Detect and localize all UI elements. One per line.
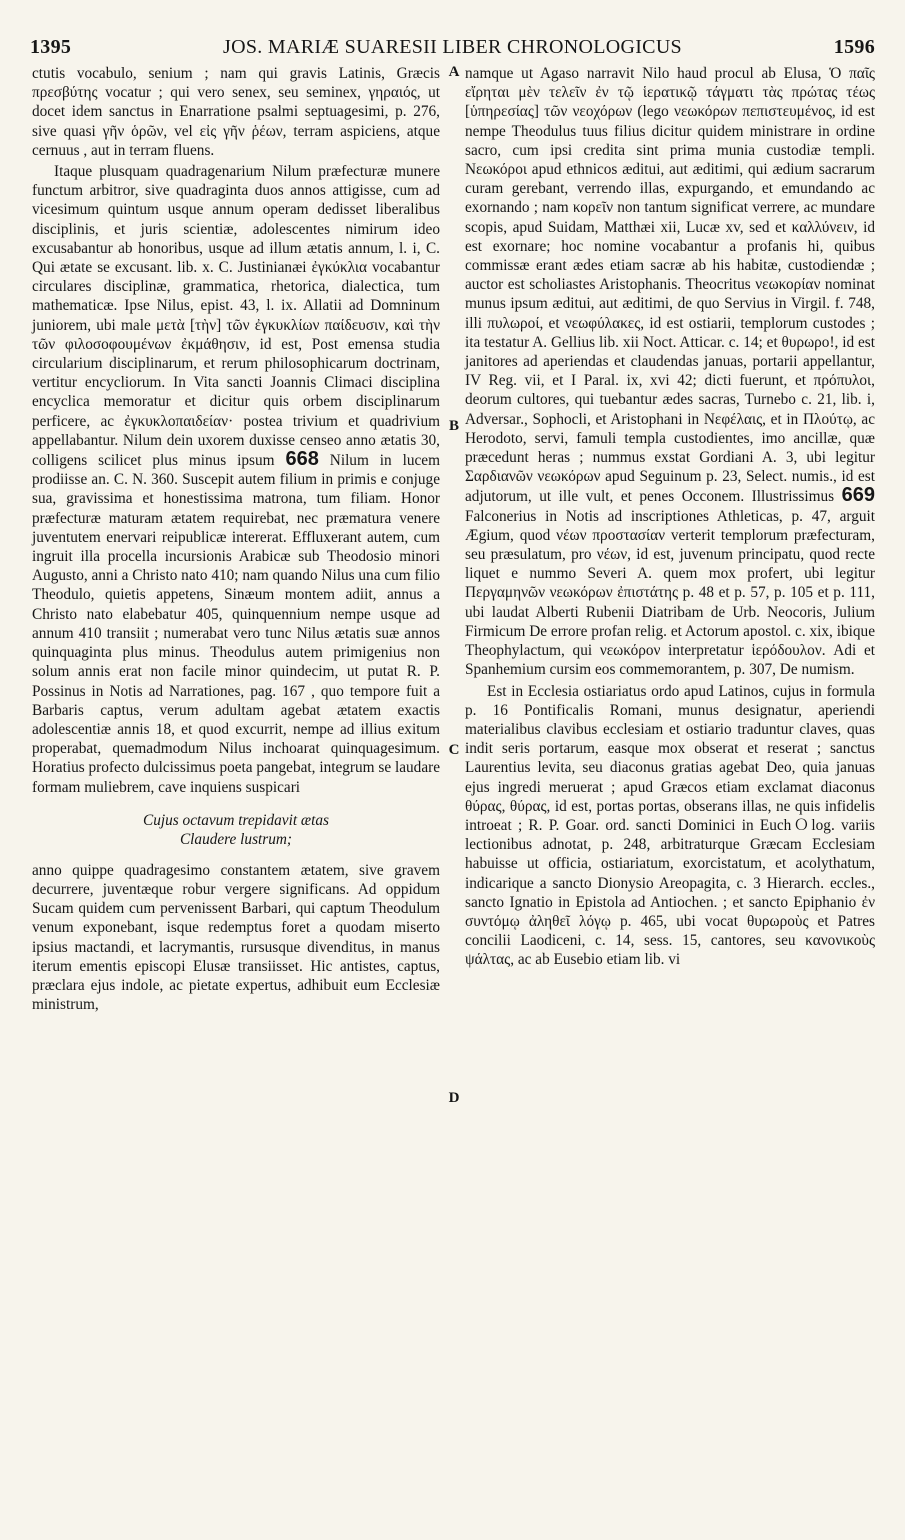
left-paragraph-1: ctutis vocabulo, senium ; nam qui gravis Latinis, Græcis πρεσβύτης vocatur ; qui vero senex, seu seminex, γηραιός, ut docet idem sanctus in Enarratione psalmi septuagesimi, p. 276, sive quasi γῆν ὁρῶν, vel εἰς γῆν ῥέων, terram aspiciens, atque cernuus , aut in terram fluens. [32,65,440,159]
page-number-left: 1395 [30,36,72,58]
right-paragraph-1 [465,64,875,680]
right-paragraph-1-text: namque ut Agaso narravit Nilo haud procul ab Elusa, Ὁ παῖς εἴρηται μὲν τελεῖν ἐν τῷ ἱερατικῷ τάγματι τὰς πρώτας τέως [ὑπηρεσίας] τῶν νεοχόρων (lego νεωκόρων πεπιστευμένος, id est nempe Theodulus tuus filius dicitur quidem ministrare in ordine sacro, cum ipsi credita sint prima munia custodiæ templi. Νεωκόροι apud ethnicos æditui, aut æditimi, qui ædium sacrarum curam gerebant, verrendo illas, expurgando, et emundando ac exornando ; nam κορεῖν non tantum significat verrere, ac mundare scopis, apud Suidam, Matthæi xii, Lucæ xv, sed et καλλύνειν, id est exornare; hoc nomine vocabantur a profanis hi, quibus commissæ erant ædes etiam sacræ ab his habitæ, custodiendæ ; auctor est scholiastes Aristophanis. Theocritus νεωκορίαν nominat munus ipsum æditui, aut æditimi, de quo Servius in Virgil. f. 748, illi πυλωροί, et νεωφύλακες, id est ostiarii, templorum custodes ; ita testatur A. Gellius lib. xii Noct. Atticar. c. 14; et θυρωρο!, id est janitores ad aperiendas et claudendas januas, portarii appellantur, IV Reg. vii, et I Paral. ix, xvi 42; dicti fuerunt, et πρόπυλοι, deorum cultores, qui tuebantur ædes sacras, Turnebo c. 21, lib. i, Adversar., Sophocli, et Aristophani in Νεφέλαις, et in Πλούτῳ, ac Herodoto, servi, famuli templa custodientes, imo ancillæ, quæ præcedunt heras ; nummus exstat Gordiani A. 3, ubi legitur Σαρδιανῶν νεωκόρων apud Seguinum p. 23, Select. numis., id est adjutorum, ut ille vult, et penes Occonem. Illustrissimus [465,65,875,506]
left-column [32,64,440,1014]
left-paragraph-2-continued: Nilum in lucem prodiisse an. C. N. 360. Suscepit autem filium in primis e conjuge sua, gravissima et honestissima matrona, tum filiam. Honor præfecturæ maturam ætatem requirebat, nec præmatura venere juventutem enervari reipublicæ intererat. Effluxerant autem, cum ingruit illa procella incursionis Arabicæ sub Theodosio minori Augusto, anni a Christo nato 410; nam quando Nilus una cum filio Theodulo, quietis appetens, Sinæum montem adiit, annus a Christo nato elabebatur 405, quinquennium nempe usque ad annum 410 transiit ; numerabat vero tunc Nilus ætatis suæ annos quinquaginta plus minus. Theodulus autem primigenius non solum annis erat non facile minor quindecim, ut putat R. P. Possinus in Notis ad Narrationes, pag. 167 , quo tempore fuit a Barbaris captus, verum adultam agebat ætatem exactis adolescentiæ annis 18, et quod excurrit, nempe ad illius exitum properabat, quemadmodum Nilus inchoarat quinquagesimum. Horatius profecto dulcissimus poeta pangebat, integrum se laudare formam muliebrem, cave inquiens suspicari [32,452,440,796]
verse-line-1: Cujus octavum trepidavit ætas [143,811,329,829]
verse-line-2: Claudere lustrum; [179,830,293,848]
column-number-668: 668 [285,448,319,471]
right-paragraph-1-continued: Falconerius in Notis ad inscriptiones Athleticas, p. 47, arguit Ægium, quod νέων προστασίαν verterit templorum præfecturam, seu præsulatum, pro νέων, id est, juvenum principatu, quod recte liquet e nummo Severi A. quem mox profert, ubi legitur Περγαμηνῶν νεωκόρων ἐπιστάτης p. 48 et p. 57, p. 105 et p. 111, ubi laudat Alberti Rubenii Diatribam de Urb. Neocoris, Julium Firmicum De errore profan relig. et Actorum apostol. c. xix, ibique Theophylactum, qui νεωκόρον interpretatur ἱερόδουλον. Adi et Spanhemium cursim eos commemorantem, p. 307, De numism. [465,507,875,679]
margin-marker-d: D [448,1090,460,1106]
horace-verse [32,811,440,849]
left-paragraph-2-text: Itaque plusquam quadragenarium Nilum præfecturæ munere functum arbitror, sive quadraginta duos annos attigisse, cum ad vicesimum quintum usque annum operam dedisset liberalibus disciplinis, et juris scientiæ, adolescentes nimirum ideo excusabantur ab honoribus, usque ad illum ætatis annum, l. i, C. Qui ætate se excusant. lib. x. C. Justinianæi ἐγκύκλια vocabantur circulares disciplinæ, grammatica, rhetorica, dialectica, tum mathematicæ. Ipse Nilus, epist. 43, l. ix. Allatii ad Domninum juniorem, ubi male μετὰ [τὴν] τῶν ἐγκυκλίων παίδευσιν, καὶ τὴν τῶν φιλοσοφουμένων ἐκμάθησιν, id est, Post emensa studia circularium disciplinarum, et rerum philosophicarum doctrinam, vertitur encycliorum. In Vita sancti Joannis Climaci disciplina encyclica memoratur et dicitur quis orbem disciplinarum perficere, ac ἐγκυκλοπαιδείαν· postea trivium et quadrivium appellabantur. Nilum dein uxorem duxisse censeo anno ætatis 30, colligens scilicet plus minus ipsum [32,163,440,470]
margin-marker-c: C [448,742,460,758]
margin-marker-a: A [448,64,460,80]
running-header [30,36,875,66]
left-paragraph-3: anno quippe quadragesimo constantem ætatem, sive gravem decurrere, juventæque robur vergere significans. Ad oppidum Sucam quidem cum pervenissent Barbari, qui captum Theodulum venum exponebant, isque redemptus foret a quodam miserto ipsius mactandi, et lacrymantis, rursusque divenditus, in manus iterum ementis episcopi Elusæ transiisset. Hic antistes, captus, præclara ejus indole, ac pietate expertus, adhibuit eum Ecclesiæ ministrum, [32,861,440,1014]
running-title: JOS. MARIÆ SUARESII LIBER CHRONOLOGICUS [223,36,682,58]
left-paragraph-2 [32,162,440,797]
page-number-right: 1596 [833,36,875,58]
margin-marker-b: B [448,418,459,434]
right-paragraph-2: Est in Ecclesia ostiariatus ordo apud Latinos, cujus in formula p. 16 Pontificalis Romani, munus designatur, aperiendi materialibus clavibus ecclesiam et ostiario traduntur claves, quas indit seris portarum, easque mox obserat et reserat ; sanctus Laurentius levita, seu diaconus gratias agebat Deo, quia januas ejus ingredi meruerat ; apud Græcos etiam exclamat diaconus θύρας, θύρας, id est, portas portas, obserans illas, ne quis infidelis introeat ; R. P. Goar. ord. sancti Dominici in EuchＯlog. variis lectionibus adnotat, p. 248, arbitraturque Græcam Ecclesiam habuisse ut officia, ostiariatum, exorcistatum, et acolythatum, indicarique a sancto Dionysio Areopagita, c. 3 Hierarch. eccles., sancto Ignatio in Epistola ad Antiochen. ; et sancto Epiphanio ἐν συντόμῳ ἀληθεῖ λόγῳ p. 465, ubi vocat θυρωροὺς et Patres concilii Laodiceni, c. 14, sess. 15, cantores, seu κανονικοὺς ψάλτας, ac ab Eusebio etiam lib. vi [465,682,875,969]
right-column [465,64,875,970]
column-number-669: 669 [841,484,875,507]
